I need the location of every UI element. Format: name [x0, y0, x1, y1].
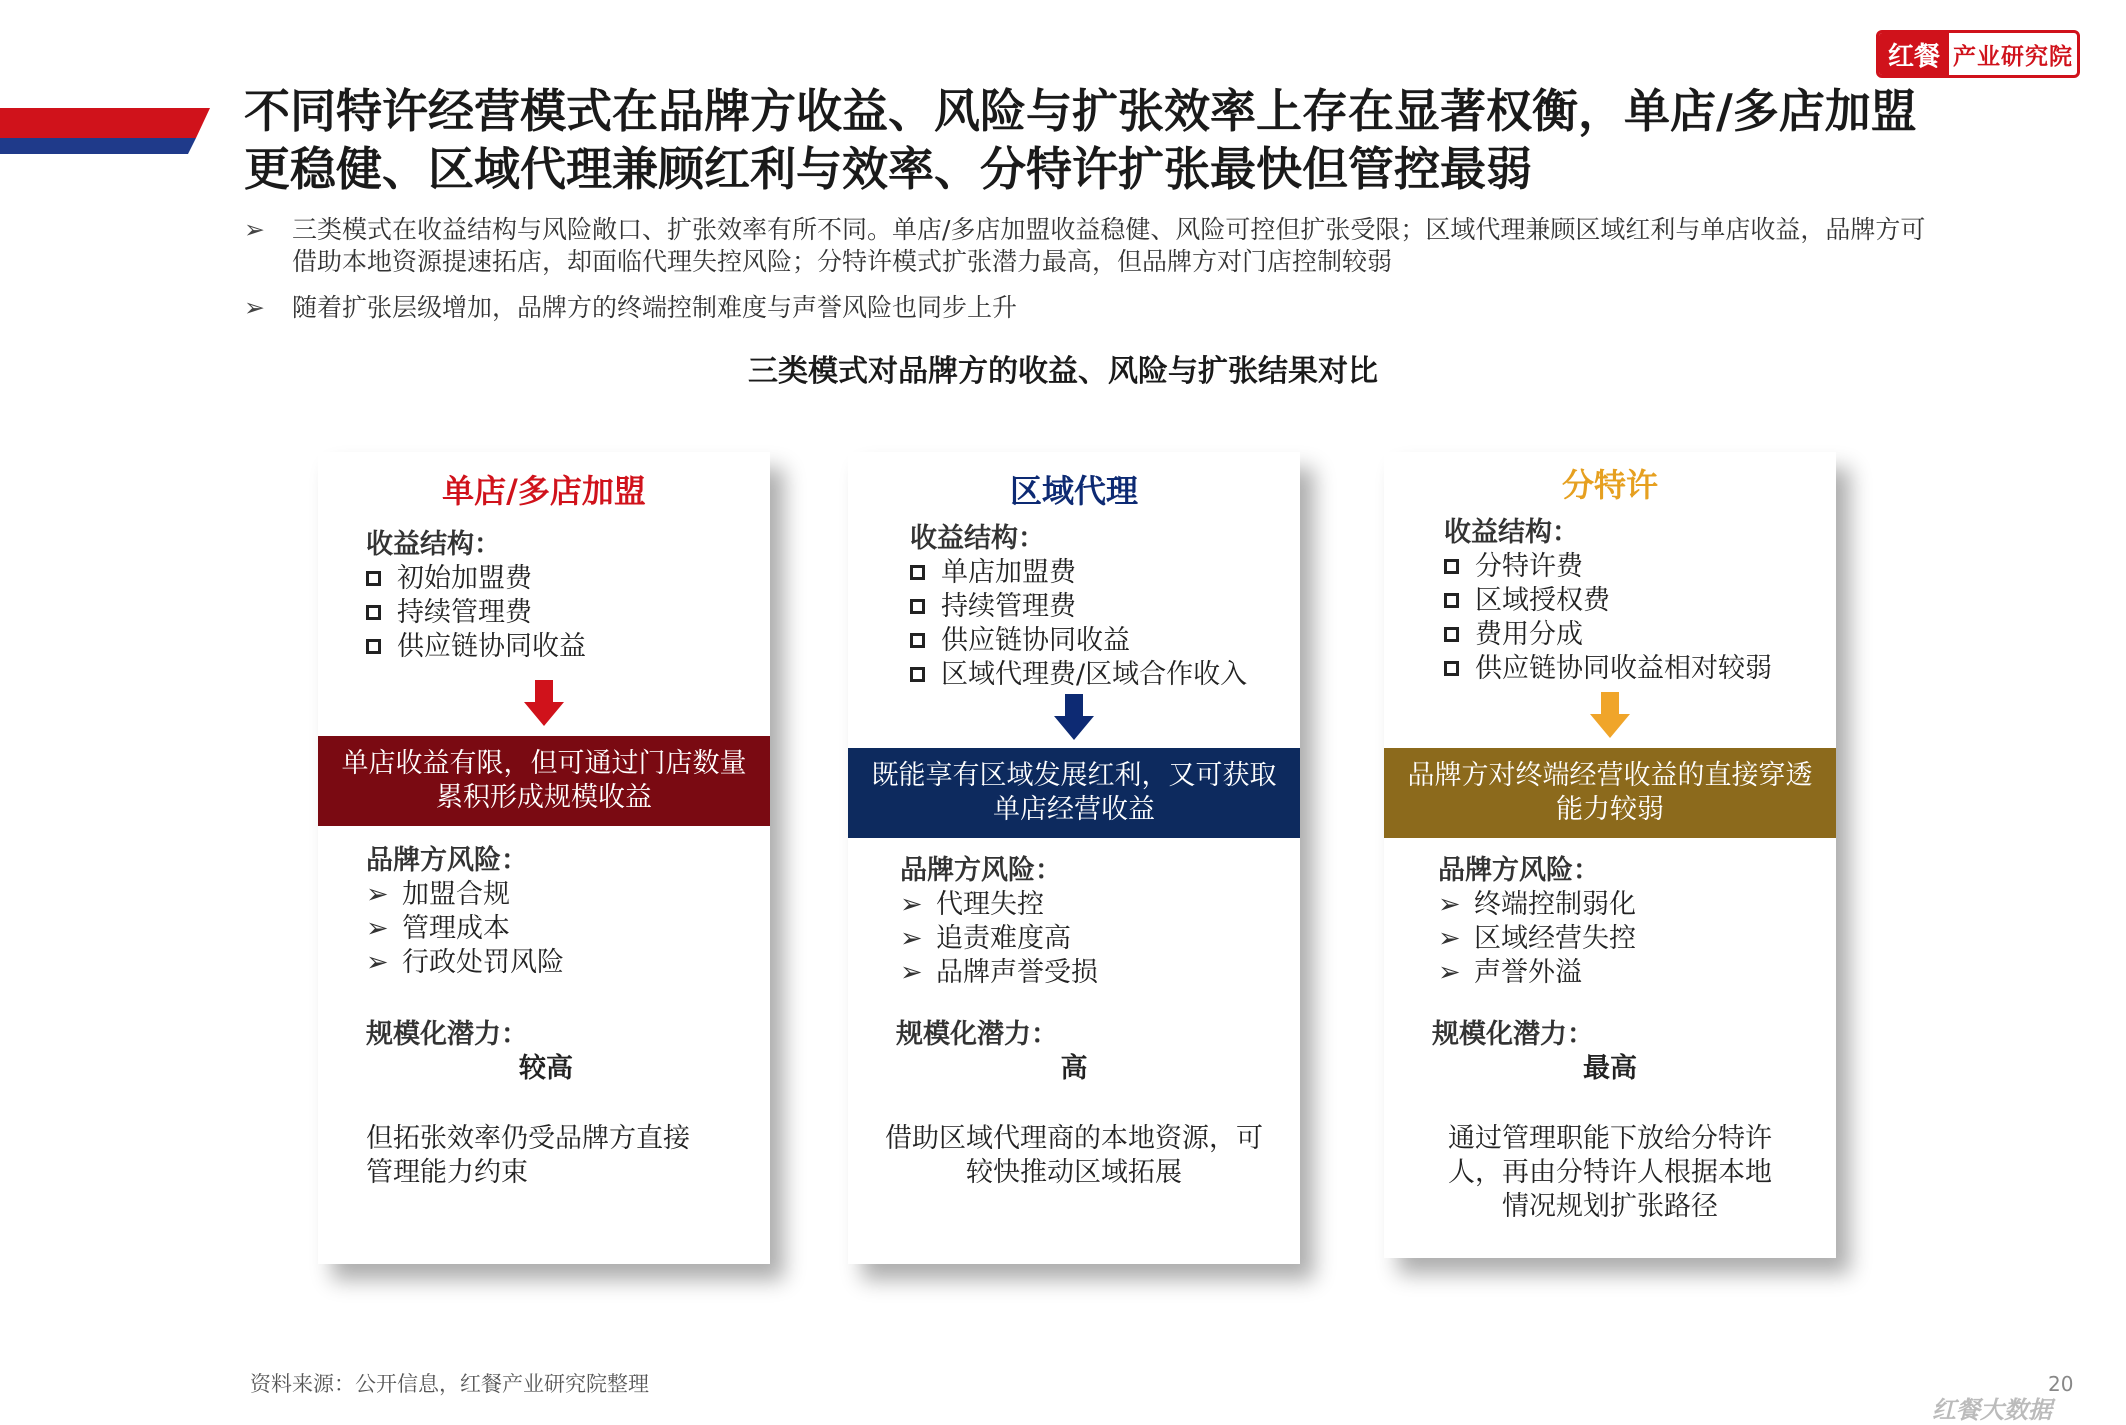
list-item: ➢ 追责难度高 — [900, 923, 1071, 954]
checkbox-square-icon — [910, 599, 925, 614]
scale-value: 较高 — [519, 1053, 573, 1084]
list-item: 区域授权费 — [1444, 584, 1772, 618]
section-subtitle: 三类模式对品牌方的收益、风险与扩张结果对比 — [748, 354, 1378, 389]
chevron-right-icon: ➢ — [366, 879, 389, 910]
source-note: 资料来源：公开信息，红餐产业研究院整理 — [250, 1372, 649, 1396]
chevron-right-icon: ➢ — [900, 957, 923, 988]
revenue-block — [366, 528, 586, 664]
outcome-banner: 既能享有区域发展红利，又可获取单店经营收益 — [848, 748, 1300, 838]
card-note: 但拓张效率仍受品牌方直接管理能力约束 — [366, 1123, 690, 1188]
list-item: ➢ 区域经营失控 — [1438, 923, 1636, 954]
list-item: 供应链协同收益 — [366, 630, 586, 664]
brand-logo — [1876, 30, 2080, 78]
risk-block — [900, 854, 1098, 990]
checkbox-square-icon — [366, 605, 381, 620]
outcome-banner: 单店收益有限，但可通过门店数量累积形成规模收益 — [318, 736, 770, 826]
logo-mark: 红餐 — [1879, 33, 1949, 75]
bullet-text: 三类模式在收益结构与风险敞口、扩张效率有所不同。单店/多店加盟收益稳健、风险可控但扩张受限；区域代理兼顾区域红利与单店收益，品牌方可借助本地资源提速拓店，却面临代理失控风险；分特许模式扩张潜力最高，但品牌方对门店控制较弱 — [292, 215, 1926, 276]
list-item: 供应链协同收益相对较弱 — [1444, 652, 1772, 686]
chevron-right-icon: ➢ — [900, 889, 923, 920]
revenue-label: 收益结构： — [1444, 517, 1579, 548]
checkbox-square-icon — [366, 571, 381, 586]
scale-block — [896, 1018, 1252, 1086]
list-item: ➢ 管理成本 — [366, 913, 510, 944]
list-item: 费用分成 — [1444, 618, 1772, 652]
header-stripe — [0, 108, 210, 154]
bullet-arrow-icon: ➢ — [244, 293, 265, 322]
list-item: 区域代理费/区域合作收入 — [910, 658, 1247, 692]
page-title: 不同特许经营模式在品牌方收益、风险与扩张效率上存在显著权衡，单店/多店加盟更稳健、区域代理兼顾红利与效率、分特许扩张最快但管控最弱 — [244, 84, 1917, 196]
scale-label: 规模化潜力： — [366, 1019, 528, 1050]
chevron-right-icon: ➢ — [1438, 957, 1461, 988]
checkbox-square-icon — [1444, 593, 1459, 608]
scale-block — [1432, 1018, 1788, 1086]
bullet-item — [244, 292, 1934, 324]
risk-label: 品牌方风险： — [1438, 855, 1600, 886]
arrow-down-icon — [1590, 692, 1630, 738]
list-item: ➢ 终端控制弱化 — [1438, 889, 1636, 920]
checkbox-square-icon — [1444, 627, 1459, 642]
card-regional-agency — [848, 452, 1300, 1264]
bullet-item — [244, 214, 1934, 278]
outcome-banner: 品牌方对终端经营收益的直接穿透能力较弱 — [1384, 748, 1836, 838]
checkbox-square-icon — [1444, 661, 1459, 676]
scale-value: 最高 — [1583, 1053, 1637, 1084]
card-single-multi-franchise — [318, 452, 770, 1264]
list-item: ➢ 代理失控 — [900, 889, 1044, 920]
risk-label: 品牌方风险： — [366, 845, 528, 876]
card-title: 分特许 — [1561, 466, 1658, 504]
checkbox-square-icon — [1444, 559, 1459, 574]
risk-block — [1438, 854, 1636, 990]
revenue-block — [910, 522, 1247, 692]
list-item: ➢ 声誉外溢 — [1438, 957, 1582, 988]
revenue-label: 收益结构： — [910, 523, 1045, 554]
list-item: 供应链协同收益 — [910, 624, 1247, 658]
chevron-right-icon: ➢ — [900, 923, 923, 954]
scale-value: 高 — [1060, 1053, 1088, 1084]
scale-label: 规模化潜力： — [1432, 1019, 1594, 1050]
risk-block — [366, 844, 564, 980]
list-item: ➢ 品牌声誉受损 — [900, 957, 1098, 988]
bullet-arrow-icon: ➢ — [244, 215, 265, 244]
summary-bullets — [244, 214, 1934, 338]
arrow-down-icon — [524, 680, 564, 726]
card-note: 通过管理职能下放给分特许人，再由分特许人根据本地情况规划扩张路径 — [1448, 1123, 1772, 1222]
list-item: 初始加盟费 — [366, 562, 586, 596]
scale-block — [366, 1018, 726, 1086]
card-note: 借助区域代理商的本地资源，可较快推动区域拓展 — [885, 1123, 1263, 1188]
risk-label: 品牌方风险： — [900, 855, 1062, 886]
list-item: 分特许费 — [1444, 550, 1772, 584]
card-title: 单店/多店加盟 — [442, 472, 646, 510]
arrow-down-icon — [1054, 694, 1094, 740]
list-item: 单店加盟费 — [910, 556, 1247, 590]
list-item: 持续管理费 — [366, 596, 586, 630]
checkbox-square-icon — [366, 639, 381, 654]
scale-label: 规模化潜力： — [896, 1019, 1058, 1050]
chevron-right-icon: ➢ — [1438, 923, 1461, 954]
list-item: 持续管理费 — [910, 590, 1247, 624]
bullet-text: 随着扩张层级增加，品牌方的终端控制难度与声誉风险也同步上升 — [292, 293, 1018, 322]
list-item: ➢ 加盟合规 — [366, 879, 510, 910]
chevron-right-icon: ➢ — [366, 913, 389, 944]
chevron-right-icon: ➢ — [366, 947, 389, 978]
checkbox-square-icon — [910, 633, 925, 648]
logo-text: 产业研究院 — [1953, 43, 2073, 70]
checkbox-square-icon — [910, 667, 925, 682]
card-sub-franchise — [1384, 452, 1836, 1258]
revenue-label: 收益结构： — [366, 529, 501, 560]
page-number: 20 — [2048, 1372, 2074, 1396]
checkbox-square-icon — [910, 565, 925, 580]
list-item: ➢ 行政处罚风险 — [366, 947, 564, 978]
card-title: 区域代理 — [1009, 472, 1138, 510]
corner-brand-mark: 红餐大数据 — [1932, 1396, 2052, 1424]
revenue-block — [1444, 516, 1772, 686]
chevron-right-icon: ➢ — [1438, 889, 1461, 920]
